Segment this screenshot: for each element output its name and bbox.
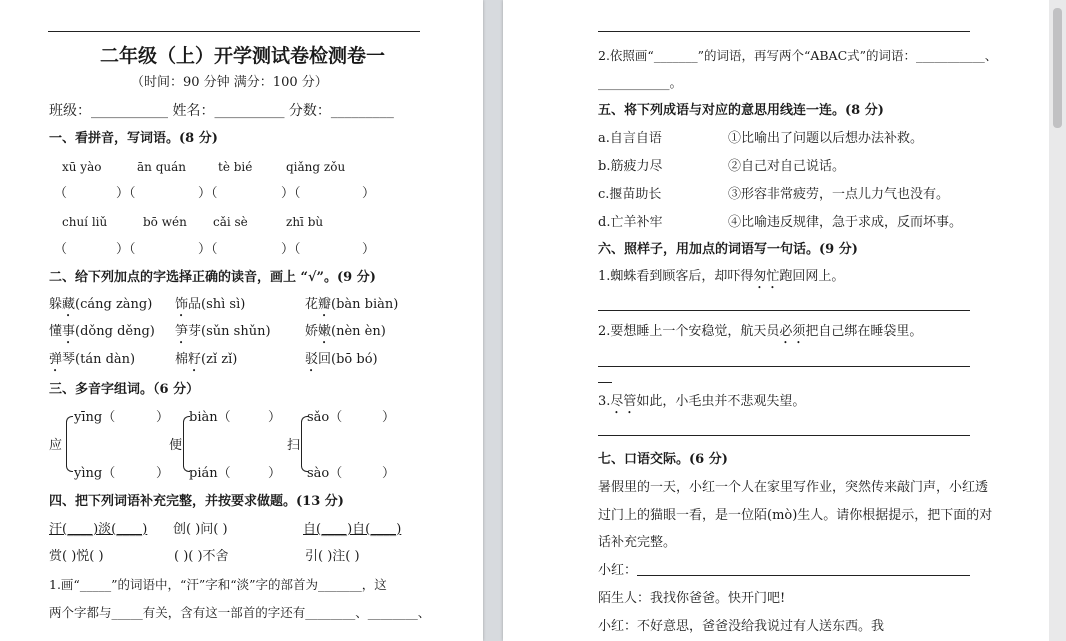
answer-paren: ） <box>362 242 376 257</box>
answer-line <box>598 366 970 367</box>
reading-item: 懂事(dǒng děng) <box>49 324 155 339</box>
answer-paren: ）（ <box>281 242 301 257</box>
pinyin-1: xū yào <box>62 160 102 174</box>
section-4-heading: 四、把下列词语补充完整，并按要求做题。(13 分) <box>49 494 344 509</box>
polyphone-char: 应 <box>49 438 63 453</box>
reading-item: 弹琴(tán dàn) <box>49 352 136 367</box>
answer-paren: ） <box>382 410 396 425</box>
pinyin-8: zhī bù <box>286 215 324 229</box>
dialogue-speaker: 小红： <box>598 563 638 578</box>
answer-paren: ） <box>268 466 282 481</box>
idiom-item: b.筋疲力尽 <box>598 159 663 174</box>
reading-item: 花瓣(bàn biàn) <box>305 297 399 312</box>
section-3-heading: 三、多音字组词。（6 分） <box>49 382 200 397</box>
answer-paren: ） <box>362 186 376 201</box>
fill-word: ( )( )不舍 <box>174 549 229 564</box>
answer-line <box>598 435 970 436</box>
exam-page-right <box>503 0 1049 641</box>
fill-word: 汗(____)淡(____) <box>49 522 148 537</box>
dialogue-line: 陌生人：我找你爸爸。快开门吧! <box>598 591 786 606</box>
answer-paren: ）（ <box>116 242 136 257</box>
answer-paren: ）（ <box>198 242 218 257</box>
answer-line <box>598 310 970 311</box>
answer-paren: ） <box>268 410 282 425</box>
example-sentence: 1.蜘蛛看到顾客后，却吓得匆忙跑回网上。 <box>598 269 845 284</box>
reading-item: 棉籽(zǐ zǐ) <box>175 352 238 367</box>
fill-word: 自(____)自(____) <box>303 522 402 537</box>
pinyin-3: tè bié <box>218 160 253 174</box>
pinyin-6: bō wén <box>143 215 187 229</box>
fill-word: 赏( )悦( ) <box>49 549 104 564</box>
pinyin-4: qiǎng zǒu <box>286 160 346 174</box>
question-text: 两个字都与_____有关，含有这一部首的字还有________、________、 <box>49 605 431 620</box>
scrollbar-thumb[interactable] <box>1053 8 1062 128</box>
idiom-item: c.揠苗助长 <box>598 187 662 202</box>
section-6-heading: 六、照样子，用加点的词语写一句话。(9 分) <box>598 242 858 257</box>
example-sentence: 3.尽管如此，小毛虫并不悲观失望。 <box>598 394 806 409</box>
exam-subtitle: （时间：90 分钟 满分：100 分） <box>131 75 328 90</box>
reading-item: 笋芽(sǔn shǔn) <box>175 324 271 339</box>
answer-paren: （ <box>54 186 68 201</box>
answer-paren: ）（ <box>116 186 136 201</box>
polyphone-reading: sǎo（ <box>307 410 343 425</box>
pinyin-2: ān quán <box>137 160 186 174</box>
exam-page-left <box>0 0 483 641</box>
answer-paren: ）（ <box>281 186 301 201</box>
section-2-heading: 二、给下列加点的字选择正确的读音，画上 “√”。(9 分) <box>49 270 376 285</box>
student-info-line: 班级：___________ 姓名：__________ 分数：_________ <box>49 103 394 119</box>
section-1-heading: 一、看拼音，写词语。(8 分) <box>49 131 218 146</box>
answer-paren: （ <box>54 242 68 257</box>
pinyin-5: chuí liǔ <box>62 215 108 229</box>
fill-word: 引( )注( ) <box>305 549 360 564</box>
fill-word: 创( )问( ) <box>173 522 228 537</box>
question-text: 1.画“_____”的词语中，“汗”字和“淡”字的部首为_______，这 <box>49 577 387 592</box>
answer-line <box>637 575 970 576</box>
idiom-meaning: ②自己对自己说话。 <box>728 159 846 174</box>
idiom-meaning: ③形容非常疲劳，一点儿力气也没有。 <box>728 187 950 202</box>
idiom-item: d.亡羊补牢 <box>598 215 663 230</box>
paragraph-line: 过门上的猫眼一看，是一位陌(mò)生人。请你根据提示，把下面的对 <box>598 508 993 523</box>
polyphone-reading: pián（ <box>189 466 231 481</box>
page-title: 二年级（上）开学测试卷检测卷一 <box>100 45 386 67</box>
question-text: 2.依照画“_______”的词语，再写两个“ABAC式”的词语：___________、 <box>598 48 998 63</box>
dialogue-line: 小红：不好意思，爸爸没给我说过有人送东西。我 <box>598 619 885 634</box>
polyphone-reading: yīng（ <box>74 410 116 425</box>
answer-paren: ） <box>156 410 170 425</box>
reading-item: 饰品(shì sì) <box>175 297 246 312</box>
answer-paren: ） <box>382 466 396 481</box>
idiom-item: a.自言自语 <box>598 131 662 146</box>
answer-paren: ）（ <box>198 186 218 201</box>
brace <box>66 416 73 472</box>
section-5-heading: 五、将下列成语与对应的意思用线连一连。(8 分) <box>598 103 884 118</box>
paragraph-line: 话补充完整。 <box>598 535 677 550</box>
reading-item: 躲藏(cáng zàng) <box>49 297 153 312</box>
idiom-meaning: ④比喻违反规律，急于求成，反而坏事。 <box>728 215 963 230</box>
paragraph-line: 暑假里的一天，小红一个人在家里写作业，突然传来敲门声，小红透 <box>598 480 989 495</box>
answer-paren: ） <box>156 466 170 481</box>
polyphone-char: 便 <box>169 438 183 453</box>
reading-item: 娇嫩(nèn èn) <box>305 324 386 339</box>
idiom-meaning: ①比喻出了问题以后想办法补救。 <box>728 131 924 146</box>
reading-item: 驳回(bō bó) <box>305 352 378 367</box>
polyphone-reading: sào（ <box>307 466 343 481</box>
top-rule <box>48 31 420 32</box>
polyphone-char: 扫 <box>287 438 301 453</box>
question-text: ___________。 <box>598 76 683 91</box>
answer-line <box>598 382 612 383</box>
section-7-heading: 七、口语交际。(6 分) <box>598 452 728 467</box>
pinyin-7: cǎi sè <box>213 215 248 229</box>
answer-line <box>598 31 970 32</box>
example-sentence: 2.要想睡上一个安稳觉，航天员必须把自己绑在睡袋里。 <box>598 324 923 339</box>
polyphone-reading: yìng（ <box>74 466 116 481</box>
polyphone-reading: biàn（ <box>189 410 231 425</box>
